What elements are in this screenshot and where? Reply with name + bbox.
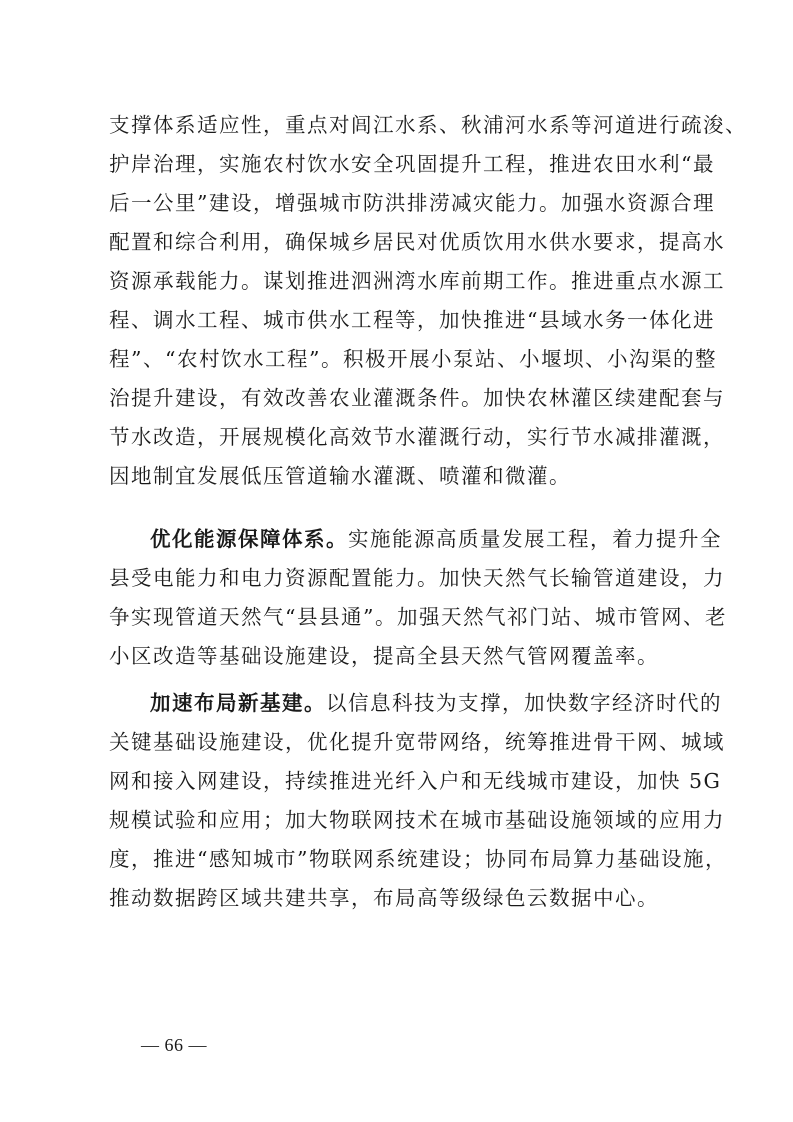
paragraph-line: 程”、“农村饮水工程”。积极开展小泵站、小堰坝、小沟渠的整 [109,347,717,371]
paragraph-line: 资源承载能力。谋划推进泗洲湾水库前期工作。推进重点水源工 [109,269,725,293]
paragraph-line: 关键基础设施建设，优化提升宽带网络，统筹推进骨干网、城域 [109,730,725,754]
paragraph-line: 配置和综合利用，确保城乡居民对优质饮用水供水要求，提高水 [109,230,725,254]
paragraph-new-infrastructure [109,684,727,918]
paragraph-line: 小区改造等基础设施建设，提高全县天然气管网覆盖率。 [109,644,659,668]
paragraph-water-infrastructure [109,106,747,496]
paragraph-line: 护岸治理，实施农村饮水安全巩固提升工程，推进农田水利“最 [109,152,715,176]
section-heading: 加速布局新基建。 [150,691,326,715]
paragraph-line: 治提升建设，有效改善农业灌溉条件。加快农林灌区续建配套与 [109,386,725,410]
heading-continuation: 以信息科技为支撑，加快数字经济时代的 [326,691,722,715]
paragraph-line: 度，推进“感知城市”物联网系统建设；协同布局算力基础设施， [109,847,727,871]
paragraph-line: 因地制宜发展低压管道输水灌溉、喷灌和微灌。 [109,464,571,488]
paragraph-line: 程、调水工程、城市供水工程等，加快推进“县域水务一体化进 [109,308,715,332]
paragraph-line: 规模试验和应用；加大物联网技术在城市基础设施领域的应用力 [109,808,725,832]
page-number: — 66 — [141,1035,207,1055]
paragraph-line: 后一公里”建设，增强城市防洪排涝减灾能力。加强水资源合理 [109,191,715,215]
paragraph-line: 节水改造，开展规模化高效节水灌溉行动，实行节水减排灌溉， [109,425,725,449]
paragraph-first-line [109,684,722,723]
paragraph-line: 网和接入网建设，持续推进光纤入户和无线城市建设，加快 5G [109,769,722,793]
heading-continuation: 实施能源高质量发展工程，着力提升全 [348,527,722,551]
paragraph-energy-security [109,520,727,676]
paragraph-line: 支撑体系适应性，重点对闾江水系、秋浦河水系等河道进行疏浚、 [109,113,747,137]
section-heading: 优化能源保障体系。 [150,527,348,551]
paragraph-line: 县受电能力和电力资源配置能力。加快天然气长输管道建设，力 [109,566,725,590]
paragraph-line: 争实现管道天然气“县县通”。加强天然气祁门站、城市管网、老 [109,605,727,629]
paragraph-line: 推动数据跨区域共建共享，布局高等级绿色云数据中心。 [109,886,659,910]
paragraph-first-line [109,520,722,559]
